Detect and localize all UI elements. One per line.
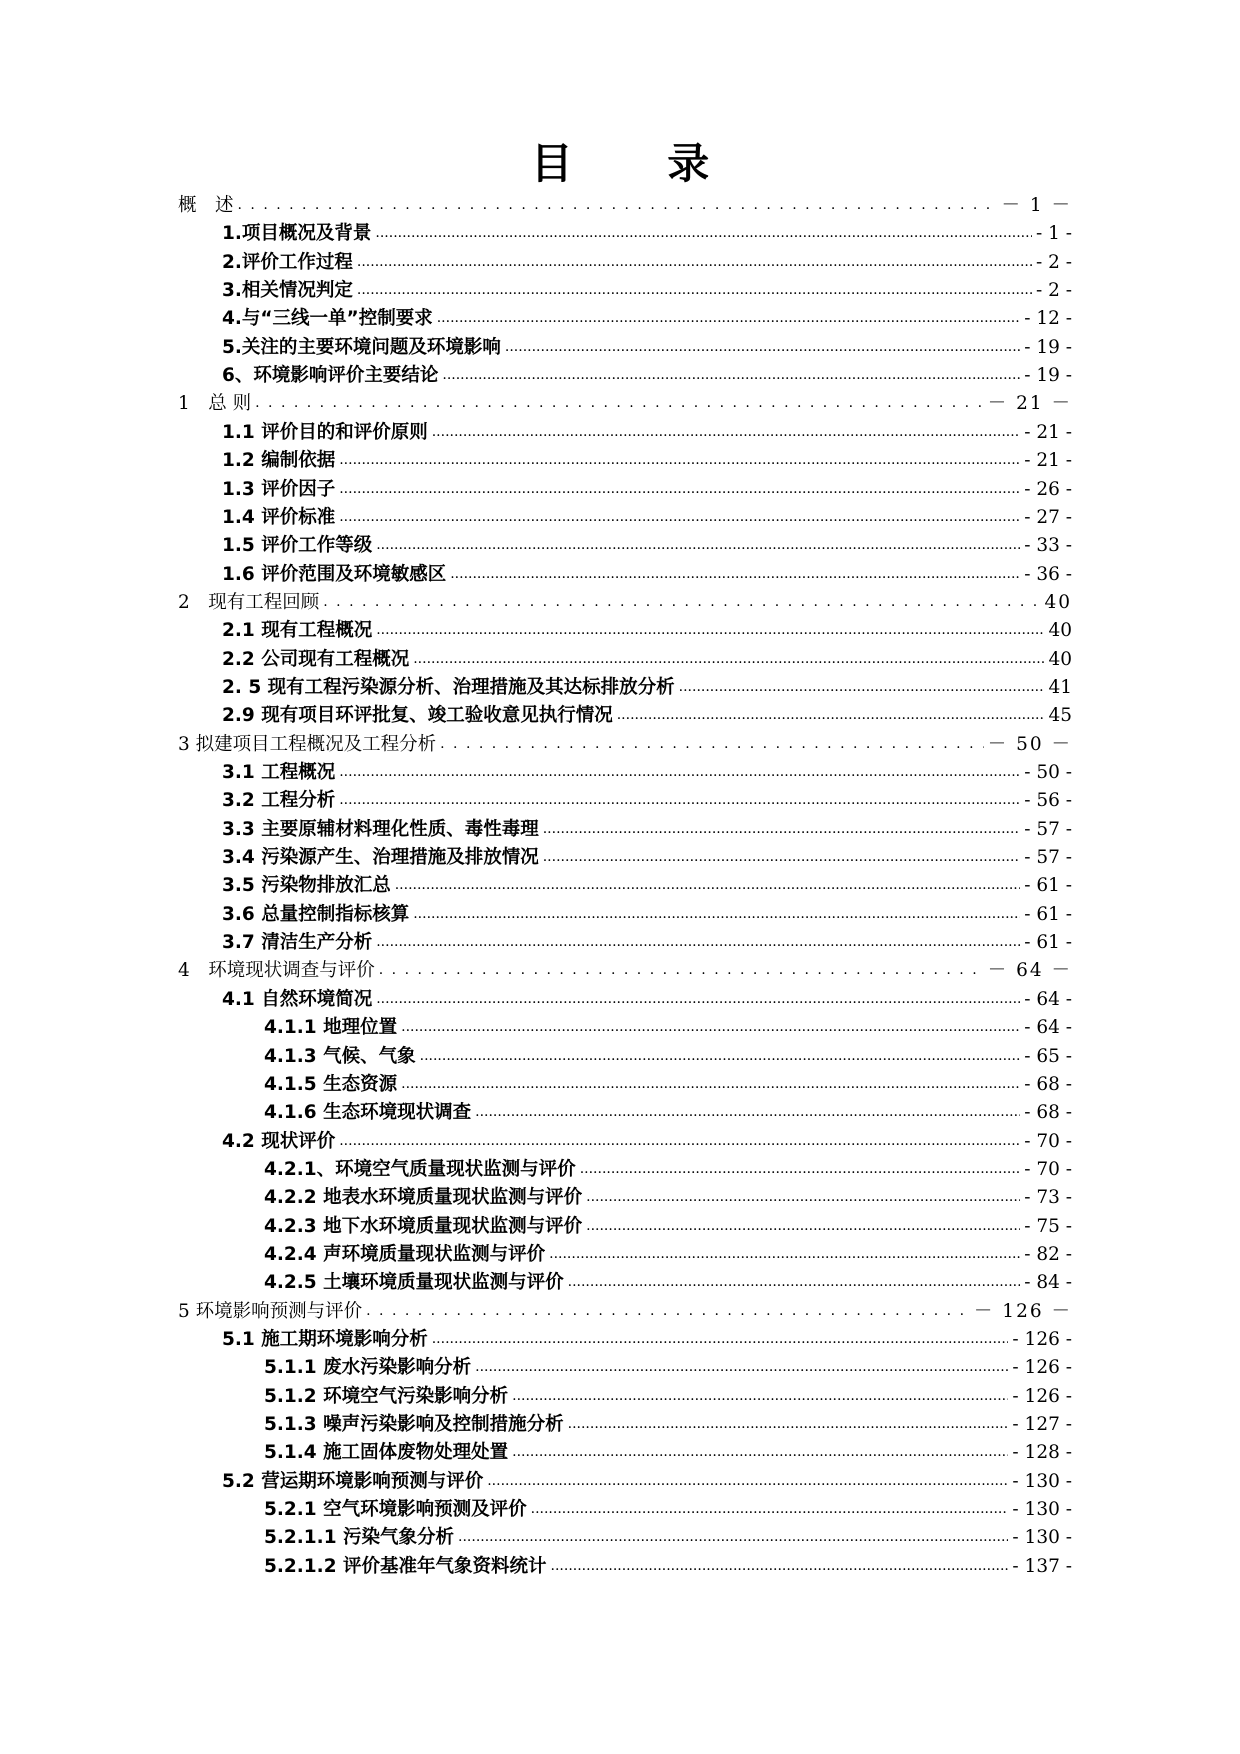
toc-dot-leader [543,821,1020,841]
toc-entry-label: 3.4 污染源产生、治理措施及排放情况 [222,847,539,869]
toc-entry-label: 5.2.1 空气环境影响预测及评价 [264,1499,527,1521]
toc-entry-label: 5.2.1.1 污染气象分析 [264,1527,455,1549]
toc-dot-leader [586,1189,1020,1209]
toc-dot-leader [505,339,1020,359]
toc-entry-page-number: - 21 - [1024,450,1072,472]
toc-entry-label: 1.1 评价目的和评价原则 [222,421,428,443]
toc-entry[interactable] [264,1409,1072,1437]
toc-entry-page-number: - 27 - [1024,506,1072,528]
toc-entry-page-number: － 21 － [987,393,1072,415]
toc-dot-leader [413,906,1020,926]
toc-entry-page-number: 40 [1048,620,1072,642]
toc-entry[interactable] [264,1551,1072,1579]
toc-dot-leader [339,1133,1020,1153]
toc-dot-leader [376,934,1020,954]
toc-entry[interactable] [222,927,1072,955]
toc-entry[interactable] [264,1381,1072,1409]
toc-entry[interactable] [222,303,1072,331]
toc-entry-page-number: - 70 - [1024,1158,1072,1180]
toc-entry-page-number: - 2 - [1035,280,1072,302]
toc-entry-label: 3 拟建项目工程概况及工程分析 [178,733,437,755]
toc-dot-leader [339,764,1020,784]
toc-entry[interactable] [264,1211,1072,1239]
toc-entry[interactable] [222,1466,1072,1494]
toc-entry-page-number: - 70 - [1024,1130,1072,1152]
toc-entry-label: 5.1.1 废水污染影响分析 [264,1357,472,1379]
toc-entry[interactable] [264,1012,1072,1040]
toc-entry-label: 5.关注的主要环境问题及环境影响 [222,336,501,358]
toc-entry-label: 4.2 现状评价 [222,1130,336,1152]
toc-entry[interactable] [178,955,1072,983]
toc-entry[interactable] [222,1126,1072,1154]
toc-entry[interactable] [264,1041,1072,1069]
toc-entry-label: 2.评价工作过程 [222,251,353,273]
toc-entry[interactable] [264,1437,1072,1465]
toc-entry[interactable] [222,332,1072,360]
toc-dot-leader [395,877,1020,897]
toc-dot-leader [437,310,1020,330]
toc-dot-leader [487,1473,1008,1493]
toc-entry-page-number: - 64 - [1024,1017,1072,1039]
toc-entry-label: 4.2.5 土壤环境质量现状监测与评价 [264,1272,564,1294]
toc-entry-page-number: 40 [1044,591,1072,613]
toc-entry-page-number: - 126 - [1012,1385,1072,1407]
toc-dot-leader [376,991,1020,1011]
toc-entry-page-number: - 2 - [1035,251,1072,273]
toc-entry-label: 1.6 评价范围及环境敏感区 [222,563,447,585]
toc-entry-page-number: - 61 - [1024,932,1072,954]
toc-entry-page-number: - 128 - [1012,1442,1072,1464]
toc-entry-label: 1.2 编制依据 [222,450,336,472]
toc-entry-page-number: － 1 － [1001,195,1072,216]
toc-dot-leader [401,1019,1020,1039]
toc-entry-page-number: - 61 - [1024,903,1072,925]
toc-dot-leader [440,736,984,756]
toc-entry[interactable] [264,1352,1072,1380]
toc-entry[interactable] [264,1069,1072,1097]
toc-entry-label: 5.1.3 噪声污染影响及控制措施分析 [264,1414,564,1436]
toc-entry-page-number: - 50 - [1024,762,1072,783]
toc-entry-page-number: - 82 - [1024,1243,1072,1265]
toc-entry-label: 1 总 则 [178,393,252,415]
toc-entry-page-number: - 1 - [1035,223,1072,245]
toc-dot-leader [420,1048,1021,1068]
toc-entry-page-number: - 75 - [1024,1215,1072,1237]
toc-entry-page-number: - 130 - [1012,1499,1072,1521]
toc-entry-page-number: - 36 - [1024,563,1072,585]
toc-entry[interactable] [264,1494,1072,1522]
toc-entry[interactable] [222,247,1072,275]
toc-entry-label: 3.2 工程分析 [222,790,336,812]
toc-entry-label: 5.2 营运期环境影响预测与评价 [222,1470,484,1492]
toc-entry-label: 2.9 现有项目环评批复、竣工验收意见执行情况 [222,705,613,727]
toc-entry[interactable] [222,899,1072,927]
toc-entry-page-number: － 64 － [987,960,1072,982]
toc-entry-label: 4.2.1、环境空气质量现状监测与评价 [264,1158,576,1180]
toc-entry[interactable] [222,1324,1072,1352]
toc-dot-leader [551,1558,1009,1578]
toc-entry[interactable] [222,360,1072,388]
toc-entry-page-number: 45 [1048,705,1072,727]
toc-entry[interactable] [222,530,1072,558]
toc-dot-leader [432,424,1020,444]
toc-dot-leader [339,452,1020,472]
toc-dot-leader [475,1359,1008,1379]
toc-dot-leader [339,509,1020,529]
toc-dot-leader [401,1076,1020,1096]
toc-dot-leader [413,651,1044,671]
toc-dot-leader [376,622,1044,642]
toc-entry-page-number: - 19 - [1024,336,1072,358]
toc-entry-label: 1.5 评价工作等级 [222,535,373,557]
toc-entry-label: 5 环境影响预测与评价 [178,1300,363,1322]
toc-entry-label: 2.1 现有工程概况 [222,620,373,642]
toc-entry[interactable] [178,587,1072,615]
toc-dot-leader [255,395,984,415]
toc-entry-page-number: - 130 - [1012,1527,1072,1549]
toc-entry-page-number: － 126 － [973,1300,1072,1322]
toc-entry[interactable] [222,984,1072,1012]
toc-entry[interactable] [178,1296,1072,1324]
toc-entry-page-number: - 126 - [1012,1329,1072,1350]
toc-entry-label: 4 环境现状调查与评价 [178,960,375,982]
toc-entry[interactable] [264,1097,1072,1125]
toc-dot-leader [366,1303,970,1323]
toc-entry-page-number: - 26 - [1024,478,1072,500]
toc-entry-label: 2. 5 现有工程污染源分析、治理措施及其达标排放分析 [222,676,675,698]
toc-entry-page-number: - 127 - [1012,1414,1072,1436]
toc-entry-label: 5.1.4 施工固体废物处理处置 [264,1442,509,1464]
toc-entry-label: 概 述 [178,195,234,216]
toc-entry[interactable] [222,870,1072,898]
toc-dot-leader [442,367,1020,387]
toc-entry-label: 4.2.4 声环境质量现状监测与评价 [264,1243,546,1265]
toc-entry-label: 4.2.2 地表水环境质量现状监测与评价 [264,1187,583,1209]
toc-entry-label: 5.1.2 环境空气污染影响分析 [264,1385,509,1407]
toc-dot-leader [679,679,1045,699]
toc-entry-label: 4.1.5 生态资源 [264,1073,398,1095]
toc-entry-page-number: - 12 - [1024,308,1072,330]
toc-dot-leader [531,1501,1009,1521]
toc-entry-page-number: - 19 - [1024,365,1072,387]
toc-dot-leader [549,1246,1020,1266]
toc-entry[interactable] [222,218,1072,246]
toc-dot-leader [238,197,998,217]
toc-entry[interactable] [222,842,1072,870]
toc-dot-leader [323,594,1040,614]
toc-dot-leader [568,1274,1021,1294]
toc-dot-leader [339,481,1020,501]
toc-dot-leader [339,792,1020,812]
toc-entry-page-number: - 68 - [1024,1102,1072,1124]
toc-entry-page-number: - 73 - [1024,1187,1072,1209]
toc-entry[interactable] [264,1182,1072,1210]
toc-entry-label: 3.相关情况判定 [222,280,353,302]
toc-dot-leader [450,566,1020,586]
toc-entry-page-number: 41 [1048,676,1072,698]
toc-entry-page-number: - 65 - [1024,1045,1072,1067]
toc-entry-label: 4.1.6 生态环境现状调查 [264,1102,472,1124]
toc-entry[interactable] [222,559,1072,587]
toc-entry-page-number: 40 [1048,648,1072,670]
toc-entry[interactable] [264,1267,1072,1295]
toc-entry-page-number: - 33 - [1024,535,1072,557]
toc-entry[interactable] [264,1239,1072,1267]
toc-entry-label: 2.2 公司现有工程概况 [222,648,410,670]
toc-entry-label: 4.1 自然环境简况 [222,988,373,1010]
toc-entry-label: 4.与“三线一单”控制要求 [222,308,433,330]
toc-entry[interactable] [222,417,1072,445]
toc-dot-leader [512,1444,1008,1464]
toc-dot-leader [357,254,1032,274]
toc-entry[interactable] [178,729,1072,757]
toc-entry-label: 4.1.1 地理位置 [264,1017,398,1039]
toc-entry-page-number: - 21 - [1024,421,1072,443]
toc-dot-leader [580,1161,1021,1181]
toc-entry[interactable] [222,700,1072,728]
toc-entry-page-number: - 137 - [1012,1555,1072,1577]
toc-entry-label: 1.4 评价标准 [222,506,336,528]
toc-entry[interactable] [222,757,1072,785]
toc-entry-label: 1.3 评价因子 [222,478,336,500]
toc-entry-page-number: - 130 - [1012,1470,1072,1492]
toc-entry-page-number: - 57 - [1024,818,1072,840]
toc-entry-label: 3.1 工程概况 [222,762,336,783]
toc-entry-label: 6、环境影响评价主要结论 [222,365,439,387]
toc-entry[interactable] [222,445,1072,473]
toc-entry-label: 3.5 污染物排放汇总 [222,875,391,897]
toc-entry-label: 2 现有工程回顾 [178,591,320,613]
toc-entry[interactable] [178,388,1072,416]
toc-entry-label: 3.3 主要原辅材料理化性质、毒性毒理 [222,818,539,840]
toc-entry[interactable] [222,672,1072,700]
toc-entry[interactable] [264,1522,1072,1550]
toc-dot-leader [543,849,1020,869]
toc-entry[interactable] [222,644,1072,672]
toc-entry-page-number: － 50 － [987,733,1072,755]
toc-entry-label: 1.项目概况及背景 [222,223,372,245]
toc-entry[interactable] [222,814,1072,842]
toc-dot-leader [357,282,1032,302]
toc-dot-leader [512,1388,1008,1408]
toc-entry[interactable] [222,615,1072,643]
toc-dot-leader [586,1218,1020,1238]
toc-entry-label: 4.2.3 地下水环境质量现状监测与评价 [264,1215,583,1237]
toc-entry-page-number: - 57 - [1024,847,1072,869]
toc-dot-leader [379,962,984,982]
toc-entry[interactable] [222,785,1072,813]
toc-dot-leader [568,1416,1009,1436]
toc-dot-leader [617,707,1045,727]
toc-entry-label: 3.7 清洁生产分析 [222,932,373,954]
toc-entry-page-number: - 68 - [1024,1073,1072,1095]
toc-dot-leader [432,1331,1009,1351]
toc-entry[interactable] [264,1154,1072,1182]
toc-entry[interactable] [222,275,1072,303]
toc-entry-page-number: - 56 - [1024,790,1072,812]
toc-entry-label: 4.1.3 气候、气象 [264,1045,416,1067]
toc-dot-leader [458,1529,1008,1549]
toc-entry-label: 5.2.1.2 评价基准年气象资料统计 [264,1555,547,1577]
toc-entry[interactable] [222,474,1072,502]
toc-entry[interactable] [178,190,1072,218]
toc-title: 目 录 [530,139,750,188]
toc-entry-page-number: - 126 - [1012,1357,1072,1379]
toc-dot-leader [475,1104,1020,1124]
toc-entry-page-number: - 84 - [1024,1272,1072,1294]
toc-entry-label: 5.1 施工期环境影响分析 [222,1329,428,1350]
toc-dot-leader [375,225,1032,245]
toc-entry[interactable] [222,502,1072,530]
toc-entry-page-number: - 61 - [1024,875,1072,897]
toc-dot-leader [376,537,1020,557]
toc-entry-label: 3.6 总量控制指标核算 [222,903,410,925]
toc-entry-page-number: - 64 - [1024,988,1072,1010]
